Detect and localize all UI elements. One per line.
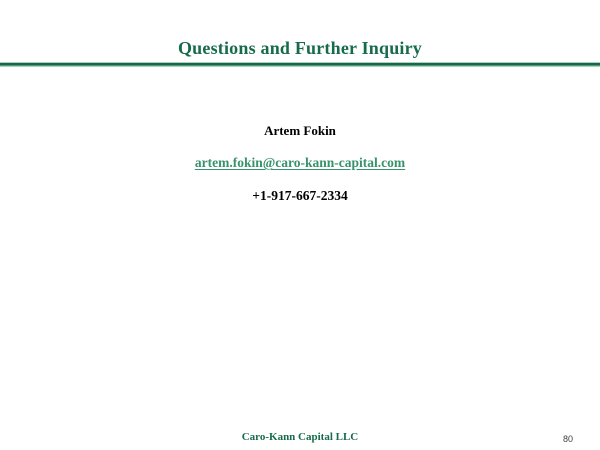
contact-email-line xyxy=(0,154,600,171)
email-link[interactable]: artem.fokin@caro-kann-capital.com xyxy=(194,155,406,170)
contact-name: Artem Fokin xyxy=(264,123,336,138)
phone-number: +1-917-667-2334 xyxy=(252,188,348,203)
footer-company-name: Caro-Kann Capital LLC xyxy=(241,431,359,443)
page-number: 80 xyxy=(562,434,573,444)
slide-title: Questions and Further Inquiry xyxy=(177,38,423,58)
title-divider xyxy=(0,62,600,67)
